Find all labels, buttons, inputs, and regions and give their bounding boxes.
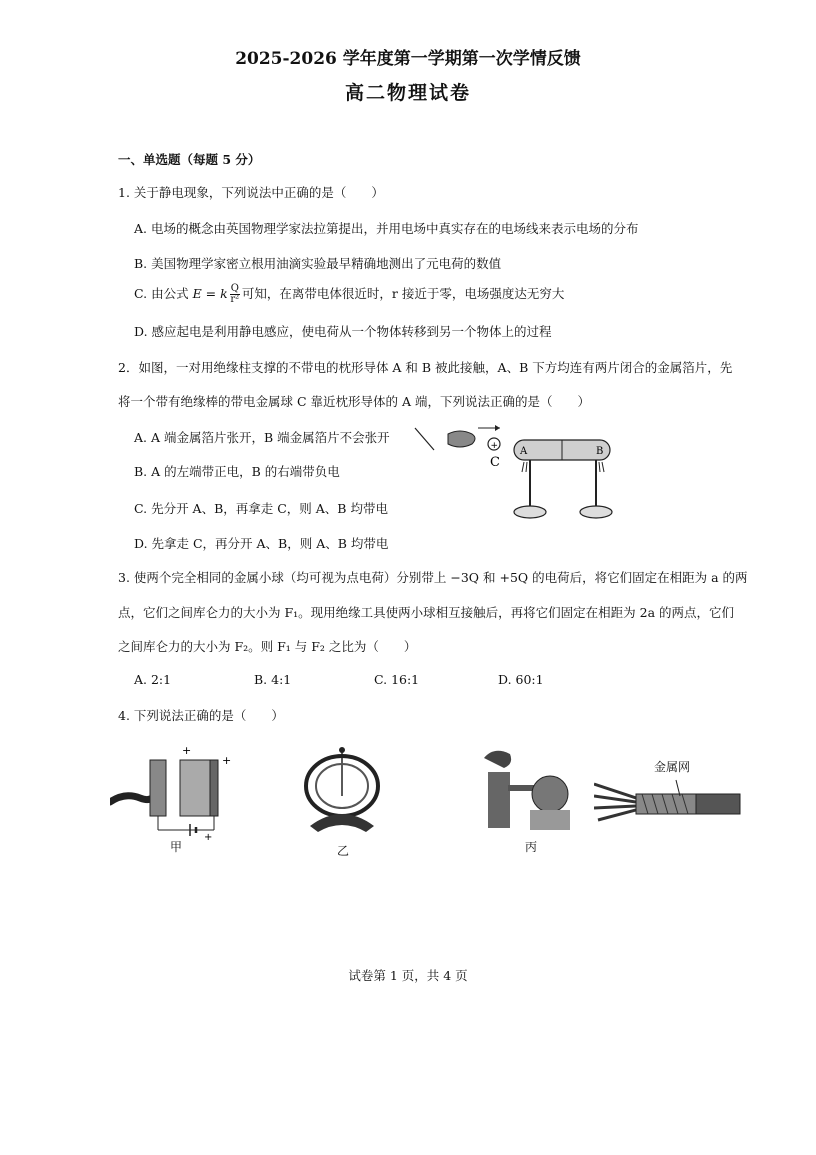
foil-a2 [526,462,527,472]
plus-sign-right: + [222,754,232,767]
q3-line1: 3. 使两个完全相同的金属小球（均可视为点电荷）分别带上 −3Q 和 +5Q 的电荷后，将它们固定在相距为 a 的两 [118,570,748,585]
label-a: A [520,446,528,457]
caption-bing: 丙 [525,840,538,854]
q3-option-c: C. 16:1 [374,672,420,687]
caption-yi: 乙 [337,844,350,858]
charged-ball [532,776,568,812]
q4-figure-jia [110,742,240,842]
q4-figure-bing [478,748,574,832]
base-left [514,506,546,518]
q2-stem-line1: 2．如图，一对用绝缘柱支撑的不带电的枕形导体 A 和 B 被此接触，A、B 下方均连有两片闭合的金属箔片，先 [118,360,733,375]
q1-formula-lhs: E = k [192,286,228,301]
plate-left [150,760,166,816]
cable-jacket [696,794,740,814]
q2-option-b: B. A 的左端带正电，B 的右端带负电 [134,464,340,479]
ring-base [310,814,374,832]
q2-conductor-figure [410,418,630,528]
q2-stem-line2: 将一个带有绝缘棒的带电金属球 C 靠近枕形导体的 A 端，下列说法正确的是（ ） [118,394,590,409]
q1-option-b: B. 美国物理学家密立根用油滴实验最早精确地测出了元电荷的数值 [134,256,502,271]
sphere-plus-sign: + [490,441,499,451]
q3-option-a: A. 2:1 [134,672,172,687]
q1-formula-numerator: Q [230,283,239,294]
q1-option-c-prefix: C. 由公式 [134,286,189,301]
page-footer: 试卷第 1 页，共 4 页 [348,968,468,983]
dielectric-block [180,760,210,816]
q1-option-c-suffix: 可知，在离带电体很近时，r 接近于零，电场强度达无穷大 [241,286,565,301]
q4-figure-yi [296,746,392,838]
label-metal-mesh: 金属网 [654,760,691,774]
q2-option-c: C. 先分开 A、B，再拿走 C，则 A、B 均带电 [134,501,388,516]
wire-3 [594,806,636,808]
q1-option-a: A. 电场的概念由英国物理学家法拉第提出，并用电场中真实存在的电场线来表示电场的分布 [134,221,639,236]
foil-b1 [602,462,604,472]
q4-figure-cable [594,774,744,834]
base-right [580,506,612,518]
cable-icon [110,796,154,802]
q1-formula-fraction [230,284,240,305]
caption-jia: 甲 [170,840,183,854]
label-b: B [596,446,604,457]
q3-option-b: B. 4:1 [254,672,292,687]
arrow-head [495,425,500,431]
hand-icon [448,431,475,447]
wire-4 [598,810,636,820]
plate-right [210,760,218,816]
ball-stand [530,810,570,830]
plus-sign-bottom: + [204,832,213,842]
standing-hair [484,751,511,768]
q1-stem: 1. 关于静电现象，下列说法中正确的是（ ） [118,185,384,200]
exam-subtitle: 高二物理试卷 [344,82,471,104]
q3-option-d: D. 60:1 [498,672,544,687]
foil-b2 [599,462,600,472]
q1-formula-denominator: r² [230,294,240,305]
q1-option-c [134,284,564,305]
q1-option-d: D. 感应起电是利用静电感应，使电荷从一个物体转移到另一个物体上的过程 [134,324,552,339]
section-heading: 一、单选题（每题 5 分） [118,152,261,167]
insulating-rod [415,428,434,450]
pivot-top [339,747,345,753]
q2-option-d: D. 先拿走 C，再分开 A、B，则 A、B 均带电 [134,536,389,551]
foil-a1 [522,462,524,472]
q3-line3: 之间库仑力的大小为 F₂。则 F₁ 与 F₂ 之比为（ ） [118,639,417,654]
person-body [488,772,510,828]
exam-title: 2025-2026 学年度第一学期第一次学情反馈 [235,49,581,69]
q3-line2: 点，它们之间库仑力的大小为 F₁。现用绝缘工具使两小球相互接触后，再将它们固定在相距为 2a 的两点，它们 [118,605,735,620]
label-c: C [490,455,500,470]
plus-sign-top: + [182,744,192,757]
q4-stem: 4. 下列说法正确的是（ ） [118,708,284,723]
q2-option-a: A. A 端金属箔片张开，B 端金属箔片不会张开 [134,430,390,445]
